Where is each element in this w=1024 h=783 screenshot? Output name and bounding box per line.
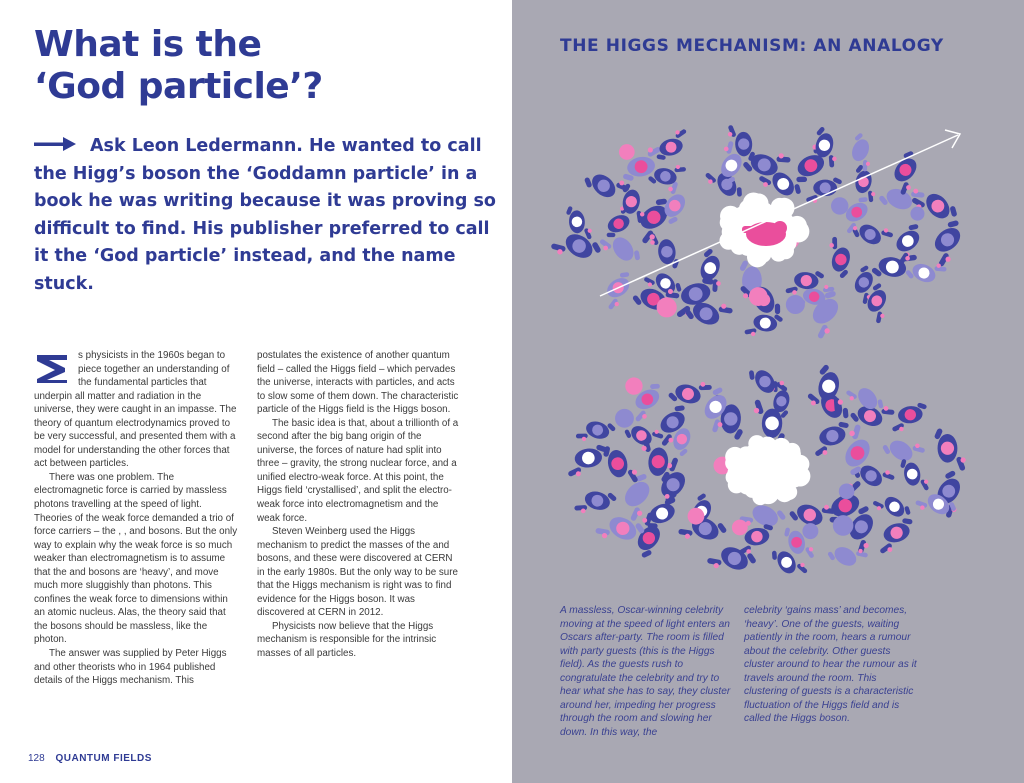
section-name: QUANTUM FIELDS bbox=[55, 753, 152, 764]
title-line-1: What is the bbox=[34, 24, 262, 65]
guest-head bbox=[749, 287, 768, 306]
dropcap-a-icon bbox=[34, 353, 70, 383]
guest-head bbox=[657, 297, 677, 317]
party-guest bbox=[596, 269, 642, 311]
paragraph: Physicists now believe that the Higgs mechanism is responsible for the intrinsic masses of all particles. bbox=[257, 620, 437, 660]
party-guest bbox=[934, 427, 966, 472]
guest-head bbox=[910, 207, 924, 221]
intro-paragraph bbox=[34, 133, 504, 298]
page-title bbox=[34, 24, 494, 108]
party-guest bbox=[648, 402, 698, 448]
paragraph: The basic idea is that, about a trillionth of a second after the big bang origin of the universe, the forces of nature had split into three – gravity, the strong nuclear force, and a unified electro-weak force. At this point, the Higgs field ‘crystallised’, and split the electro-weak force into electromagnetism and the weak force. bbox=[257, 417, 459, 524]
caption-right: celebrity ‘gains mass’ and becomes, ‘heavy’. One of the guests, waiting patiently in the room, hears a rumour about the celebrity. Other guests cluster around to hear the rumour as it travels around the room. This clustering of guests is a characteristic fluctuation of the Higgs field and is called the Higgs boson. bbox=[744, 605, 917, 724]
guest-head bbox=[833, 515, 854, 536]
guest-head bbox=[839, 484, 855, 500]
party-guest bbox=[872, 515, 919, 554]
guest-head bbox=[688, 508, 705, 525]
party-guest bbox=[870, 246, 918, 285]
page-footer bbox=[28, 753, 152, 764]
guest-head bbox=[802, 523, 818, 539]
higgs-analogy-illustration bbox=[512, 0, 1024, 600]
party-guest bbox=[598, 225, 644, 274]
guest-head bbox=[732, 520, 748, 536]
paragraph: s physicists in the 1960s began to piece together an understanding of the fundamental particles that underpin all matter and radiation in the universe, they were caught in an impasse. The theory of quantum electrodynamics proved to be very successful, and presented them with a model for understanding the other forces that act between particles. bbox=[34, 350, 237, 470]
paragraph: Steven Weinberg used the Higgs mechanism to predict the masses of the and bosons, and these were discovered at CERN in the early 1980s. But the only way to be sure that the Higgs mechanism is right was to find evidence for the Higgs boson. It was discovered at CERN in 2012. bbox=[257, 526, 458, 619]
caption-left: A massless, Oscar-winning celebrity moving at the speed of light enters an Oscars after-party. The room is filled with party guests (this is the Higgs field). As the guests rush to congratulate the celebrity and try to hear what she has to say, they cluster around her, impeding her progress through the room and slowing her down. In this way, the bbox=[560, 605, 731, 738]
scene-higgs-boson-cluster bbox=[565, 358, 975, 585]
party-guest bbox=[921, 216, 975, 268]
title-line-2: ‘God particle’? bbox=[34, 66, 323, 107]
intro-text: Ask Leon Ledermann. He wanted to call the Higg’s boson the ‘Goddamn particle’ in a book he was writing because it was proving so difficult to find. His publisher preferred to call it the ‘God particle’ instead, and the name stuck. bbox=[34, 136, 496, 294]
party-guest bbox=[651, 128, 693, 162]
guest-head bbox=[615, 409, 634, 428]
party-guest bbox=[565, 443, 610, 477]
page-number: 128 bbox=[28, 753, 45, 764]
right-page bbox=[512, 0, 1024, 783]
party-guest bbox=[925, 467, 975, 520]
guest-head bbox=[625, 377, 642, 394]
paragraph: postulates the existence of another quantum field – called the Higgs field – which pervades the universe, interacts with particles, and acts to slow some of them down. The characteristic particle of the Higgs field is the Higgs boson. bbox=[257, 350, 459, 416]
party-guest bbox=[601, 441, 639, 489]
party-guest bbox=[889, 401, 930, 432]
party-guest bbox=[573, 483, 619, 521]
paragraph: The answer was supplied by Peter Higgs and other theorists who in 1964 published details of the Higgs mechanism. This bbox=[34, 648, 227, 687]
guest-head bbox=[619, 144, 635, 160]
party-guest bbox=[899, 455, 930, 494]
right-arrow-icon bbox=[34, 137, 76, 151]
body-column-2 bbox=[257, 349, 461, 661]
party-guest bbox=[574, 413, 617, 450]
guest-head bbox=[786, 295, 805, 314]
body-column-1 bbox=[34, 349, 238, 688]
illustration-title: THE HIGGS MECHANISM: AN ANALOGY bbox=[560, 36, 944, 56]
party-guest bbox=[820, 235, 858, 280]
party-guest bbox=[882, 148, 930, 197]
paragraph: There was one problem. The electromagnetic force is carried by massless photons travelling at the speed of light. Theories of the weak force demanded a trio of force carriers – the , , and bosons. But the only way to explain why the weak force is so much weaker than electromagnetism is to assume that the and bosons are ‘heavy’, and move much more sluggishly than photons. This confines the weak force to dimensions within an atomic nucleus. Alas, the theory said that the bosons should be massless, like the photon. bbox=[34, 471, 238, 646]
guest-head bbox=[831, 197, 848, 214]
